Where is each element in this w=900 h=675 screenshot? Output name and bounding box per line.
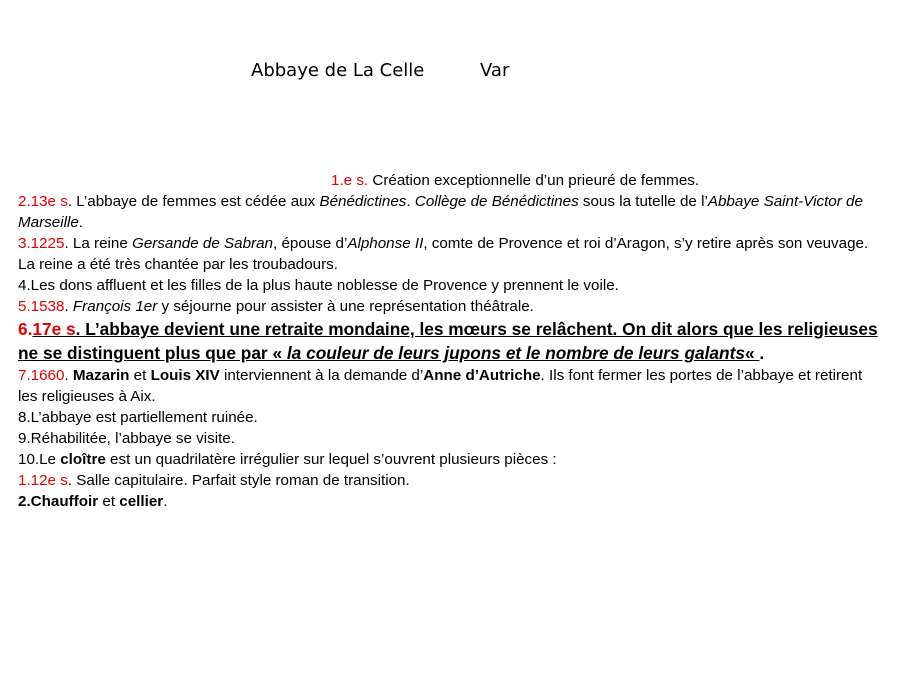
subitem-2: 2.Chauffoir et cellier.: [18, 493, 168, 510]
item-9: 9.Réhabilitée, l’abbaye se visite.: [18, 430, 235, 447]
item-8: 8.L’abbaye est partiellement ruinée.: [18, 409, 258, 426]
item-7: 7.1660. Mazarin et Louis XIV interviennent à la demande d’Anne d’Autriche. Ils font fermer les portes de l’abbaye et retirent les religieuses à Aix.: [18, 367, 863, 405]
slide-title: [0, 60, 900, 86]
item-2: 2.13e s. L’abbaye de femmes est cédée aux Bénédictines. Collège de Bénédictines sous la tutelle de l’Abbaye Saint-Victor de Marseille.: [18, 193, 863, 231]
item-number: 6.: [18, 319, 33, 339]
item-3: 3.1225. La reine Gersande de Sabran, épouse d’Alphonse II, comte de Provence et roi d’Aragon, s’y retire après son veuvage. La reine a été très chantée par les troubadours.: [18, 235, 869, 273]
item-number: 1.: [331, 172, 344, 189]
item-5: 5.1538. François 1er y séjourne pour assister à une représentation théâtrale.: [18, 298, 534, 315]
title-region: Var: [480, 60, 510, 81]
item-6: 6.17e s. L’abbaye devient une retraite mondaine, les mœurs se relâchent. On dit alors que les religieuses ne se distinguent plus que par « la couleur de leurs jupons et le nombre de leurs galants« .: [18, 319, 878, 363]
item-date: 1.12e s: [18, 472, 68, 489]
item-4: 4.Les dons affluent et les filles de la plus haute noblesse de Provence y prennent le voile.: [18, 277, 619, 294]
item-10: 10.Le cloître est un quadrilatère irrégulier sur lequel s’ouvrent plusieurs pièces :: [18, 451, 557, 468]
title-main: Abbaye de La Celle: [251, 60, 425, 81]
item-date: 7.1660: [18, 367, 65, 384]
item-date: 3.1225: [18, 235, 65, 252]
item-date: e s.: [343, 172, 369, 189]
text-body: [18, 170, 884, 512]
subitem-1: 1.12e s. Salle capitulaire. Parfait style roman de transition.: [18, 472, 410, 489]
item-date: 2.13e s: [18, 193, 68, 210]
item-1: 1.e s. Création exceptionnelle d’un prieuré de femmes.: [331, 172, 700, 189]
item-date: 5.1538: [18, 298, 65, 315]
item-date: 17e s: [32, 319, 76, 339]
